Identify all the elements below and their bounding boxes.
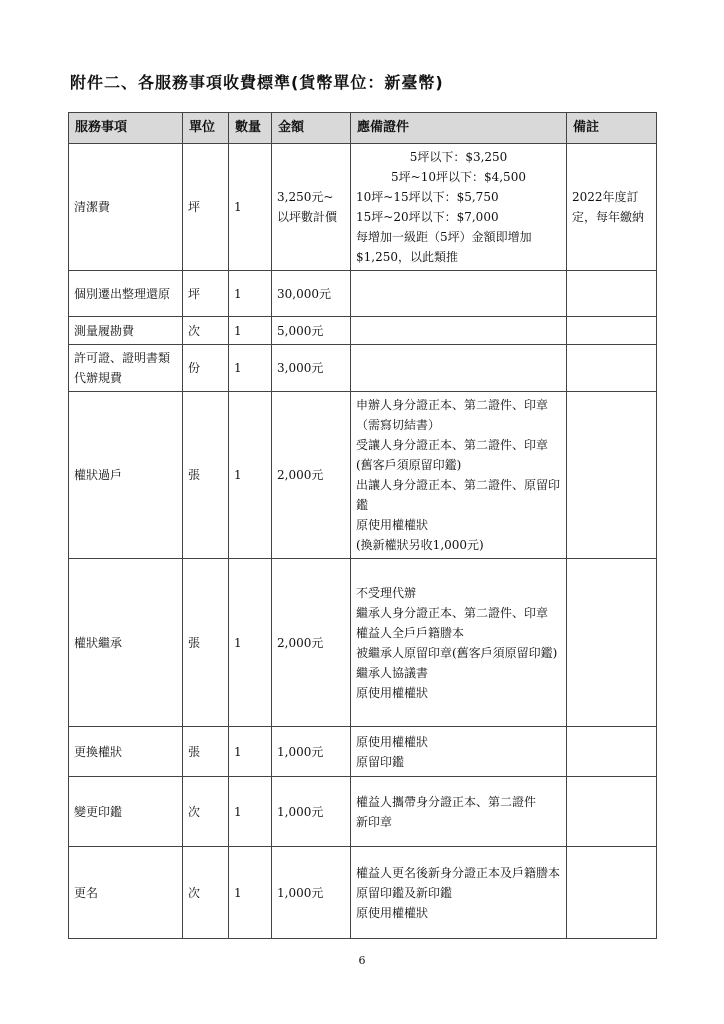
header-documents: 應備證件: [351, 113, 567, 144]
document-line: 原使用權權狀: [356, 685, 429, 700]
document-line: 原留印鑑: [356, 754, 405, 769]
service-cell: 清潔費: [69, 144, 183, 271]
document-line: 5坪~10坪以下：$4,500: [391, 170, 526, 184]
note-cell: 2022年度訂定，每年繳納: [567, 144, 657, 271]
document-line: 權益人更名後新身分證正本及戶籍謄本: [356, 865, 561, 880]
unit-cell: 坪: [183, 271, 229, 317]
service-cell: 測量履勘費: [69, 317, 183, 345]
service-cell: 權狀過戶: [69, 392, 183, 559]
note-cell: [567, 345, 657, 392]
header-quantity: 數量: [229, 113, 272, 144]
header-unit: 單位: [183, 113, 229, 144]
document-line: 繼承人身分證正本、第二證件、印章: [356, 605, 549, 620]
page-number: 6: [358, 954, 366, 967]
quantity-cell: 1: [229, 727, 272, 777]
document-line: 申辦人身分證正本、第二證件、印章（需寫切結書）: [356, 398, 549, 432]
note-cell: [567, 559, 657, 727]
fee-table: [68, 112, 657, 939]
documents-cell: [351, 777, 567, 847]
document-line: 15坪~20坪以下：$7,000: [356, 210, 499, 224]
table-row: [69, 144, 657, 271]
note-cell: [567, 392, 657, 559]
note-cell: [567, 271, 657, 317]
note-cell: [567, 847, 657, 939]
documents-cell: [351, 392, 567, 559]
amount-cell: 30,000元: [272, 271, 351, 317]
unit-cell: 張: [183, 559, 229, 727]
document-line: 不受理代辦: [356, 585, 417, 600]
amount-cell: 1,000元: [272, 847, 351, 939]
unit-cell: 次: [183, 847, 229, 939]
table-row: [69, 345, 657, 392]
document-line: (換新權狀另收1,000元): [356, 538, 484, 552]
documents-cell: [351, 727, 567, 777]
document-line: 原留印鑑及新印鑑: [356, 885, 453, 900]
documents-cell: [351, 271, 567, 317]
document-line: 繼承人協議書: [356, 665, 429, 680]
quantity-cell: 1: [229, 559, 272, 727]
documents-cell: [351, 144, 567, 271]
service-cell: 個別遷出整理還原: [69, 271, 183, 317]
quantity-cell: 1: [229, 317, 272, 345]
amount-cell: 2,000元: [272, 392, 351, 559]
document-line: 權益人全戶戶籍謄本: [356, 625, 465, 640]
quantity-cell: 1: [229, 345, 272, 392]
amount-cell: 3,000元: [272, 345, 351, 392]
note-cell: [567, 777, 657, 847]
document-line: 新印章: [356, 814, 393, 829]
service-cell: 更換權狀: [69, 727, 183, 777]
quantity-cell: 1: [229, 847, 272, 939]
note-cell: [567, 317, 657, 345]
unit-cell: 張: [183, 727, 229, 777]
documents-cell: [351, 317, 567, 345]
service-cell: 變更印鑑: [69, 777, 183, 847]
amount-cell: 1,000元: [272, 727, 351, 777]
amount-cell: 2,000元: [272, 559, 351, 727]
unit-cell: 份: [183, 345, 229, 392]
service-cell: 更名: [69, 847, 183, 939]
unit-cell: 次: [183, 777, 229, 847]
table-row: [69, 559, 657, 727]
header-service: 服務事項: [69, 113, 183, 144]
documents-cell: [351, 559, 567, 727]
document-line: 被繼承人原留印章(舊客戶須原留印鑑): [356, 645, 558, 660]
document-line: 10坪~15坪以下：$5,750: [356, 190, 499, 204]
table-row: [69, 847, 657, 939]
unit-cell: 次: [183, 317, 229, 345]
amount-cell: 5,000元: [272, 317, 351, 345]
quantity-cell: 1: [229, 144, 272, 271]
documents-cell: [351, 847, 567, 939]
table-row: [69, 317, 657, 345]
document-line: 出讓人身分證正本、第二證件、原留印鑑: [356, 478, 561, 512]
document-line: 原使用權權狀: [356, 905, 429, 920]
header-note: 備註: [567, 113, 657, 144]
table-row: [69, 777, 657, 847]
document-line: 原使用權權狀: [356, 734, 429, 749]
service-cell: 權狀繼承: [69, 559, 183, 727]
page-title: 附件二、各服務事項收費標準(貨幣單位：新臺幣): [70, 73, 444, 92]
quantity-cell: 1: [229, 271, 272, 317]
document-line: 5坪以下：$3,250: [409, 150, 508, 164]
document-line: 每增加一級距（5坪）金額即增加$1,250，以此類推: [356, 230, 532, 264]
documents-cell: [351, 345, 567, 392]
document-line: 權益人攜帶身分證正本、第二證件: [356, 794, 537, 809]
document-line: 受讓人身分證正本、第二證件、印章(舊客戶須原留印鑑): [356, 438, 549, 472]
document-line: 原使用權權狀: [356, 518, 429, 532]
table-row: [69, 392, 657, 559]
table-header-row: [69, 113, 657, 144]
service-cell: 許可證、證明書類代辦規費: [69, 345, 183, 392]
amount-cell: 1,000元: [272, 777, 351, 847]
quantity-cell: 1: [229, 777, 272, 847]
table-row: [69, 727, 657, 777]
quantity-cell: 1: [229, 392, 272, 559]
unit-cell: 張: [183, 392, 229, 559]
note-cell: [567, 727, 657, 777]
table-row: [69, 271, 657, 317]
unit-cell: 坪: [183, 144, 229, 271]
amount-cell: 3,250元~以坪數計價: [272, 144, 351, 271]
header-amount: 金額: [272, 113, 351, 144]
